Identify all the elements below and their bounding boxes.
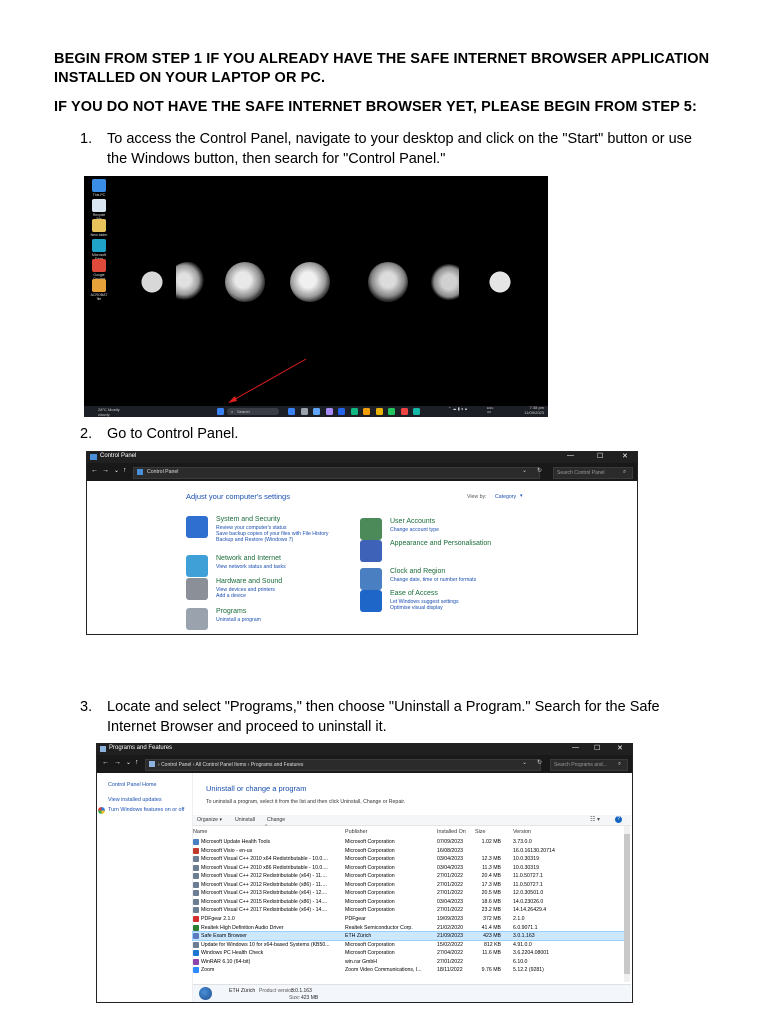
chevron-down-icon[interactable]: ▾ bbox=[520, 493, 523, 499]
step-number: 1. bbox=[80, 131, 93, 147]
search-icon: ⌕ bbox=[623, 469, 627, 475]
table-cell: 16/08/2023 bbox=[437, 847, 463, 854]
search-control-panel-input[interactable] bbox=[553, 467, 633, 479]
weather-widget[interactable]: 28°C Mostly cloudy bbox=[98, 407, 120, 417]
taskbar-app-icon[interactable] bbox=[351, 408, 358, 415]
maximize-button[interactable]: ☐ bbox=[597, 453, 604, 460]
control-panel-icon bbox=[137, 469, 143, 475]
table-cell: Microsoft Corporation bbox=[345, 839, 395, 845]
close-button[interactable]: ✕ bbox=[622, 453, 628, 460]
program-icon bbox=[193, 916, 199, 922]
column-header-name[interactable]: Name bbox=[193, 829, 208, 835]
table-cell: Microsoft Corporation bbox=[345, 907, 395, 914]
table-cell: 3.0.1.163 bbox=[513, 933, 535, 940]
table-cell: Microsoft Corporation bbox=[345, 950, 395, 957]
cp-category-title[interactable]: Programs bbox=[216, 608, 247, 615]
table-cell: Microsoft Update Health Tools bbox=[201, 839, 271, 845]
table-cell: Microsoft Visual C++ 2013 Redistributable (x64) - 12.... bbox=[201, 890, 328, 897]
program-icon bbox=[193, 890, 199, 896]
taskbar-app-icon[interactable] bbox=[401, 408, 408, 415]
table-cell: 2.1.0 bbox=[513, 915, 525, 922]
step-text-line: To access the Control Panel, navigate to your desktop and click on the "Start" button or use bbox=[107, 131, 692, 147]
table-cell: 16.0.16130.20714 bbox=[513, 847, 555, 854]
table-cell: Microsoft Visio - en-us bbox=[201, 847, 253, 854]
program-icon bbox=[193, 839, 199, 845]
table-cell: Microsoft Visual C++ 2017 Redistributable (x64) - 14.... bbox=[201, 907, 328, 914]
language-indicator[interactable]: ENG UK bbox=[487, 406, 494, 414]
table-cell: 11.6 MB bbox=[482, 950, 501, 957]
table-cell: 5.12.2 (9281) bbox=[513, 967, 544, 974]
table-cell: 07/09/2023 bbox=[437, 839, 463, 845]
sidebar-control-panel-home[interactable]: Control Panel Home bbox=[108, 782, 157, 788]
clock[interactable] bbox=[514, 406, 544, 415]
taskbar-search[interactable] bbox=[227, 408, 279, 415]
cp-category-link[interactable]: Review your computer's status bbox=[216, 525, 287, 531]
address-toolbar bbox=[97, 755, 632, 773]
refresh-icon[interactable]: ↻ bbox=[537, 760, 543, 766]
cp-category-title[interactable]: Clock and Region bbox=[390, 568, 446, 575]
table-cell: 27/01/2022 bbox=[437, 881, 463, 888]
chevron-down-icon[interactable]: ⌄ bbox=[522, 468, 528, 474]
minimize-button[interactable]: — bbox=[567, 452, 574, 459]
program-icon bbox=[193, 873, 199, 879]
program-icon bbox=[193, 950, 199, 956]
table-cell: 18/11/2022 bbox=[437, 967, 463, 974]
window-titlebar bbox=[97, 744, 632, 755]
table-cell: Windows PC Health Check bbox=[201, 950, 264, 957]
view-by-dropdown[interactable]: Category bbox=[495, 494, 517, 500]
table-cell: 12.3 MB bbox=[481, 856, 501, 863]
desktop-icon-label: Google bbox=[93, 273, 105, 277]
chevron-down-icon[interactable]: ⌄ bbox=[522, 760, 528, 766]
table-cell: 27/01/2022 bbox=[437, 890, 463, 897]
cp-category-title[interactable]: Network and Internet bbox=[216, 555, 281, 562]
table-cell: Microsoft Visual C++ 2010 x64 Redistributable - 10.0.... bbox=[201, 856, 329, 863]
table-cell: Microsoft Visual C++ 2015 Redistributable (x86) - 14.... bbox=[201, 898, 328, 905]
table-cell: 11.0.50727.1 bbox=[513, 873, 543, 880]
table-cell: 27/01/2022 bbox=[437, 907, 463, 914]
cp-category-title[interactable]: Appearance and Personalisation bbox=[390, 540, 492, 547]
taskbar-app-icon[interactable] bbox=[376, 408, 383, 415]
table-cell: 812 KB bbox=[483, 941, 501, 948]
table-cell: PDFgear bbox=[345, 915, 366, 922]
table-cell: win.rar GmbH bbox=[345, 958, 377, 965]
cp-heading: Adjust your computer's settings bbox=[186, 492, 290, 501]
view-options-icon[interactable]: ☷ ▾ bbox=[590, 817, 601, 823]
window-title: Programs and Features bbox=[109, 745, 173, 751]
category-icon bbox=[186, 516, 208, 538]
table-row[interactable] bbox=[193, 881, 625, 889]
table-cell: Update for Windows 10 for x64-based Systems (KB50... bbox=[201, 941, 330, 948]
table-cell: 10.0.30319 bbox=[513, 864, 539, 871]
step-2 bbox=[80, 424, 480, 444]
program-icon bbox=[193, 959, 199, 965]
table-row[interactable] bbox=[193, 915, 625, 923]
details-version: 3.0.1.163 bbox=[291, 988, 312, 994]
table-cell: 11.3 MB bbox=[482, 864, 501, 871]
programs-icon bbox=[149, 761, 155, 767]
table-cell: 03/04/2023 bbox=[437, 856, 463, 863]
step-text-line: Go to Control Panel. bbox=[107, 426, 239, 442]
program-icon bbox=[193, 925, 199, 931]
view-by-label: View by: bbox=[467, 494, 487, 500]
clock-date: 11/09/2023 bbox=[524, 409, 544, 415]
details-pane bbox=[193, 984, 631, 1003]
clock-time: 7:38 pm bbox=[529, 405, 544, 410]
table-cell: WinRAR 6.10 (64-bit) bbox=[201, 958, 251, 965]
control-panel-window bbox=[86, 451, 638, 635]
taskbar-app-icon[interactable] bbox=[388, 408, 395, 415]
table-cell: 20.4 MB bbox=[481, 873, 501, 880]
program-icon bbox=[193, 967, 199, 973]
table-cell: Microsoft Corporation bbox=[345, 873, 395, 880]
organize-button[interactable]: Organize ▾ bbox=[197, 817, 223, 823]
start-button[interactable] bbox=[217, 408, 224, 415]
table-row[interactable] bbox=[193, 941, 625, 949]
desktop-icon-label: ACROBAT file bbox=[90, 293, 108, 301]
column-header-size[interactable]: Size bbox=[475, 829, 486, 835]
table-cell: Zoom Video Communications, I... bbox=[345, 967, 422, 974]
taskbar-app-icon[interactable] bbox=[313, 408, 320, 415]
table-row[interactable] bbox=[193, 864, 625, 872]
program-icon bbox=[193, 856, 199, 862]
heading-line-3: IF YOU DO NOT HAVE THE SAFE INTERNET BROWSER YET, PLEASE BEGIN FROM STEP 5: bbox=[54, 99, 697, 115]
cp-category-link[interactable]: Optimise visual display bbox=[390, 605, 443, 611]
table-cell: Microsoft Corporation bbox=[345, 847, 395, 854]
refresh-icon[interactable]: ↻ bbox=[537, 468, 543, 474]
window-title: Control Panel bbox=[100, 453, 137, 459]
cp-category-title[interactable]: Hardware and Sound bbox=[216, 578, 283, 585]
minimize-button[interactable]: — bbox=[572, 744, 579, 751]
desktop-icon-label: Microsoft bbox=[91, 253, 107, 257]
category-icon bbox=[186, 608, 208, 630]
category-icon bbox=[186, 578, 208, 600]
column-header-installed-on[interactable]: Installed On bbox=[437, 829, 466, 835]
table-cell: 4.91.0.0 bbox=[513, 941, 532, 948]
chevron-down-icon[interactable]: ⌄ bbox=[114, 468, 120, 474]
shield-icon bbox=[98, 807, 105, 814]
table-cell: 372 MB bbox=[483, 915, 501, 922]
table-row[interactable] bbox=[193, 966, 625, 974]
sort-indicator-icon: ^ bbox=[265, 824, 268, 830]
address-toolbar bbox=[87, 463, 637, 481]
table-cell: 19/09/2023 bbox=[437, 915, 463, 922]
pf-description: To uninstall a program, select it from the list and then click Uninstall, Change or Repair. bbox=[206, 799, 406, 805]
desktop-screenshot bbox=[84, 176, 548, 417]
uninstall-button[interactable]: Uninstall bbox=[235, 817, 255, 823]
up-arrow-icon[interactable]: ↑ bbox=[123, 467, 127, 474]
step-text-line: the Windows button, then search for "Control Panel." bbox=[107, 151, 446, 167]
window-titlebar bbox=[87, 452, 637, 463]
cp-category-link[interactable]: Add a device bbox=[216, 593, 246, 599]
table-cell: 423 MB bbox=[483, 933, 501, 940]
table-row[interactable] bbox=[193, 898, 625, 906]
table-cell: Microsoft Corporation bbox=[345, 864, 395, 871]
table-cell: 3.6.2204.08001 bbox=[513, 950, 550, 957]
breadcrumb-item[interactable]: Control Panel bbox=[161, 761, 192, 768]
address-bar[interactable] bbox=[145, 759, 541, 771]
step-1 bbox=[80, 129, 740, 169]
table-cell: ETH Zürich bbox=[345, 933, 372, 940]
table-cell: Realtek High Definition Audio Driver bbox=[201, 924, 284, 931]
table-cell: 21/09/2023 bbox=[437, 933, 463, 940]
cp-category-title[interactable]: System and Security bbox=[216, 516, 281, 523]
cp-category-link[interactable]: Let Windows suggest settings bbox=[390, 599, 459, 605]
table-cell: 17.3 MB bbox=[481, 881, 501, 888]
table-cell: Microsoft Visual C++ 2012 Redistributable (x86) - 11.... bbox=[201, 881, 327, 888]
heading-line-2: INSTALLED ON YOUR LAPTOP OR PC. bbox=[54, 70, 326, 86]
table-cell: Microsoft Corporation bbox=[345, 881, 395, 888]
table-cell: 15/02/2022 bbox=[437, 941, 463, 948]
cp-category-link[interactable]: Uninstall a program bbox=[216, 617, 261, 623]
table-cell: 03/04/2023 bbox=[437, 864, 463, 871]
pf-toolbar bbox=[193, 815, 631, 826]
system-tray-icons[interactable]: ⌃ ☁ ▮ ◂ ▲ bbox=[448, 406, 468, 411]
table-cell: Microsoft Corporation bbox=[345, 941, 395, 948]
help-icon[interactable]: ? bbox=[615, 816, 622, 823]
table-cell: Zoom bbox=[201, 967, 215, 974]
details-version-label: Product version: bbox=[259, 988, 296, 994]
table-cell: 10.0.30319 bbox=[513, 856, 539, 863]
table-row[interactable] bbox=[193, 838, 625, 846]
table-cell: Microsoft Corporation bbox=[345, 898, 395, 905]
step-text-line: Internet Browser and proceed to uninstall it. bbox=[107, 719, 387, 735]
table-cell: Microsoft Corporation bbox=[345, 856, 395, 863]
cp-category-link[interactable]: Save backup copies of your files with File History bbox=[216, 531, 329, 537]
table-row[interactable] bbox=[193, 847, 625, 855]
step-text-line: Locate and select "Programs," then choose "Uninstall a Program." Search for the Safe bbox=[107, 699, 660, 715]
desktop-icon-label: New folder bbox=[90, 233, 108, 237]
table-row[interactable] bbox=[193, 889, 625, 897]
address-bar[interactable] bbox=[133, 467, 543, 479]
step-number: 2. bbox=[80, 426, 93, 442]
taskbar-app-icon[interactable] bbox=[338, 408, 345, 415]
program-icon bbox=[193, 942, 199, 948]
vertical-scrollbar[interactable] bbox=[624, 826, 630, 982]
table-cell: 1.02 MB bbox=[481, 839, 501, 845]
desktop-icon-label: This PC bbox=[92, 193, 106, 197]
table-cell: 27/04/2022 bbox=[437, 950, 463, 957]
column-header-version[interactable]: Version bbox=[513, 829, 531, 835]
address-text: Control Panel bbox=[147, 469, 179, 475]
table-cell: Safe Exam Browser bbox=[201, 933, 247, 940]
table-row[interactable] bbox=[193, 958, 625, 966]
table-cell: 6.0.9071.1 bbox=[513, 924, 538, 931]
table-cell: 27/01/2022 bbox=[437, 873, 463, 880]
cp-category-link[interactable]: Change date, time or number formats bbox=[390, 577, 477, 583]
cp-category-link[interactable]: Backup and Restore (Windows 7) bbox=[216, 537, 294, 543]
program-icon bbox=[193, 899, 199, 905]
program-icon bbox=[193, 865, 199, 871]
details-size-label: Size: bbox=[289, 995, 301, 1001]
search-placeholder: Search Control Panel bbox=[557, 469, 605, 476]
taskbar-app-icon[interactable] bbox=[301, 408, 308, 415]
taskbar bbox=[84, 406, 548, 417]
category-icon bbox=[360, 590, 382, 612]
table-cell: 21/02/2020 bbox=[437, 924, 463, 931]
cp-category-title[interactable]: User Accounts bbox=[390, 518, 436, 525]
category-icon bbox=[360, 518, 382, 540]
category-icon bbox=[360, 540, 382, 562]
table-cell: Microsoft Corporation bbox=[345, 890, 395, 897]
sidebar-turn-windows-features[interactable]: Turn Windows features on or off bbox=[108, 807, 185, 813]
step-number: 3. bbox=[80, 699, 93, 715]
control-panel-icon bbox=[90, 454, 97, 460]
table-row[interactable] bbox=[193, 855, 625, 863]
heading-line-1: BEGIN FROM STEP 1 IF YOU ALREADY HAVE THE SAFE INTERNET BROWSER APPLICATION bbox=[54, 51, 710, 67]
table-row[interactable] bbox=[193, 924, 625, 932]
category-icon bbox=[360, 568, 382, 590]
table-cell: 11.0.50727.1 bbox=[513, 881, 543, 888]
breadcrumb-item[interactable]: Programs and Features bbox=[250, 761, 304, 768]
programs-icon bbox=[100, 746, 106, 752]
search-icon: ⌕ bbox=[618, 761, 622, 767]
details-size: 423 MB bbox=[301, 995, 319, 1001]
table-cell: 20.5 MB bbox=[481, 890, 501, 897]
search-placeholder: Search Programs and... bbox=[554, 761, 607, 768]
taskbar-app-icon[interactable] bbox=[288, 408, 295, 415]
program-icon bbox=[193, 848, 199, 854]
forward-arrow-icon[interactable]: → bbox=[102, 467, 109, 474]
programs-and-features-window bbox=[96, 743, 633, 1003]
pf-heading: Uninstall or change a program bbox=[206, 784, 307, 793]
table-cell: Realtek Semiconductor Corp. bbox=[345, 924, 413, 931]
table-cell: 27/01/2022 bbox=[437, 958, 463, 965]
table-cell: 41.4 MB bbox=[481, 924, 501, 931]
program-icon bbox=[193, 882, 199, 888]
category-icon bbox=[186, 555, 208, 577]
table-row[interactable] bbox=[193, 906, 625, 914]
sidebar-view-installed-updates[interactable]: View installed updates bbox=[108, 797, 162, 803]
cp-category-link[interactable]: Change account type bbox=[390, 527, 440, 533]
table-cell: 6.10.0 bbox=[513, 958, 528, 965]
table-cell: 18.6 MB bbox=[481, 898, 501, 905]
forward-arrow-icon[interactable]: → bbox=[114, 759, 121, 766]
program-icon bbox=[193, 907, 199, 913]
search-label: Search bbox=[237, 409, 250, 414]
details-publisher: ETH Zürich bbox=[229, 988, 256, 994]
table-cell: 14.14.26429.4 bbox=[513, 907, 547, 914]
taskbar-app-icon[interactable] bbox=[413, 408, 420, 415]
taskbar-app-icon[interactable] bbox=[363, 408, 370, 415]
cp-category-link[interactable]: View devices and printers bbox=[216, 587, 276, 593]
table-cell: 12.0.30501.0 bbox=[513, 890, 544, 897]
safe-exam-browser-icon bbox=[199, 987, 212, 1000]
table-cell: Microsoft Visual C++ 2012 Redistributable (x64) - 11.... bbox=[201, 873, 327, 880]
table-cell: PDFgear 2.1.0 bbox=[201, 915, 235, 922]
close-button[interactable]: ✕ bbox=[617, 745, 623, 752]
column-header-publisher[interactable]: Publisher bbox=[345, 829, 368, 835]
table-cell: 14.0.23026.0 bbox=[513, 898, 544, 905]
red-arrow-annotation bbox=[84, 176, 548, 417]
chevron-down-icon[interactable]: ⌄ bbox=[126, 760, 132, 766]
cp-category-title[interactable]: Ease of Access bbox=[390, 590, 438, 597]
back-arrow-icon[interactable]: ← bbox=[102, 759, 109, 766]
table-row[interactable] bbox=[193, 932, 625, 940]
table-cell: 23.2 MB bbox=[481, 907, 501, 914]
back-arrow-icon[interactable]: ← bbox=[91, 467, 98, 474]
taskbar-app-icon[interactable] bbox=[326, 408, 333, 415]
step-3 bbox=[80, 697, 740, 737]
change-button[interactable]: Change bbox=[267, 817, 286, 823]
cp-category-link[interactable]: View network status and tasks bbox=[216, 564, 286, 570]
maximize-button[interactable]: ☐ bbox=[594, 745, 601, 752]
table-cell: 03/04/2023 bbox=[437, 898, 463, 905]
breadcrumb-item[interactable]: All Control Panel Items bbox=[195, 761, 247, 768]
breadcrumb: › Control Panel › All Control Panel Items › Programs and Features bbox=[158, 761, 304, 768]
scrollbar-thumb[interactable] bbox=[624, 834, 630, 974]
table-cell: Microsoft Visual C++ 2010 x86 Redistributable - 10.0.... bbox=[201, 864, 329, 871]
search-icon: ⌕ bbox=[231, 409, 234, 414]
search-programs-input[interactable] bbox=[550, 759, 628, 771]
table-row[interactable] bbox=[193, 872, 625, 880]
table-cell: 9.76 MB bbox=[481, 967, 501, 974]
program-icon bbox=[193, 933, 199, 939]
desktop-icon-label: Recycle bbox=[92, 213, 106, 217]
table-row[interactable] bbox=[193, 949, 625, 957]
up-arrow-icon[interactable]: ↑ bbox=[135, 759, 139, 766]
table-cell: 3.73.0.0 bbox=[513, 839, 532, 845]
